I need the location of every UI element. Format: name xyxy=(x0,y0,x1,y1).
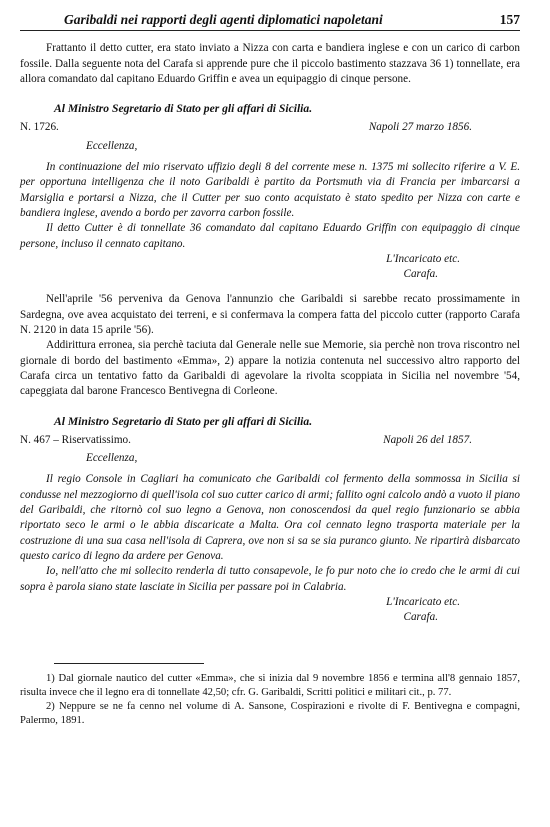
footnote-1-text: Dal giornale nautico del cutter «Emma», che si inizia dal 9 novembre 1856 e termina all'8 gennaio 1857, risulta invece che il legno era di tonnellate 42,50; cfr. G. Garibaldi, Scritti politici e militari cit., p. 77. xyxy=(20,673,521,699)
letter1-paragraph-1: In continuazione del mio riservato uffizio degli 8 del corrente mese n. 1375 mi sollecito riferire a V. E. per opportuna intelligenza che il noto Garibaldi è partito da Portsmuth via di Francia per imbarcarsi a Marsiglia e portarsi a Nizza, che il Cutter per suo conto acquistato è stato spedito per Nizza con carte e bandiera inglese, avendo a bordo per zavorra carbon fossile. xyxy=(20,161,520,219)
letter2-paragraph-1: Il regio Console in Cagliari ha comunicato che Garibaldi col fermento della sommossa in Sicilia si condusse nel mezzogiorno di quell'isola col suo cutter carico di armi; fallito ogni calcolo andò a vuoto il piano del Garibaldi, che ritornò col suo legno a Genova, non conoscendosi da quel regio funzionario se abbia riportato seco le armi o le abbia discaricate a Malta. Ora col cennato legno trasporta materiale per la costruzione di una sua casa nell'isola di Caprera, ove non si sa se sia puranco giunto. Ne ripartirà disbarcato questo carico di legno da ardere per Genova. xyxy=(20,473,520,562)
letter1-date: Napoli 27 marzo 1856. xyxy=(368,121,472,134)
middle-paragraph-1: Nell'aprile '56 perveniva da Genova l'annunzio che Garibaldi si sarebbe recato prossimamente in Sardegna, ove avea acquistato dei terreni, e si confermava la compera fatta del piccolo cutter (rapporto Carafa N. 2120 in data 15 aprile '56). xyxy=(20,293,520,337)
footnote-2 xyxy=(20,700,520,728)
middle-paragraph-2: Addirittura erronea, sia perchè taciuta dal Generale nelle sue Memorie, sia perchè non trova riscontro nel giornale di bordo del bastimento «Emma», 2) appare la notizia contenuta nel successivo altro rapporto del Carafa circa un tentativo fatto da Garibaldi di agevolare la rivolta scoppiata in Sicilia nel novembre '54, capeggiata dal barone Francesco Bentivegna di Corleone. xyxy=(20,339,520,398)
footnote-1-mark: 1) xyxy=(46,673,55,685)
intro-paragraph: Frattanto il detto cutter, era stato inviato a Nizza con carta e bandiera inglese e con un carico di carbon fossile. Dalla seguente nota del Carafa si apprende pure che il piccolo bastimento stazzava 36 1) tonnellate, era allora comandato dal capitano Eduardo Griffin e avea un equipaggio di cinque persone. xyxy=(20,42,520,85)
footnote-2-text: Neppure se ne fa cenno nel volume di A. Sansone, Cospirazioni e rivolte di F. Bentivegna e compagni, Palermo, 1891. xyxy=(20,701,520,727)
running-header xyxy=(20,12,520,31)
letter1-address: Al Ministro Segretario di Stato per gli affari di Sicilia. xyxy=(54,102,313,116)
letter2-number: N. 467 – Riservatissimo. xyxy=(20,433,131,446)
footnote-2-mark: 2) xyxy=(46,701,55,713)
page-number: 157 xyxy=(499,12,520,27)
letter2-salutation: Eccellenza, xyxy=(86,452,138,465)
letter2-header xyxy=(20,433,520,448)
running-title: Garibaldi nei rapporti degli agenti diplomatici napoletani xyxy=(64,12,383,27)
letter1-number: N. 1726. xyxy=(20,121,59,134)
footnote-1 xyxy=(20,672,520,700)
letter1-header xyxy=(20,120,520,135)
letter2-sign-title: L'Incaricato etc. xyxy=(386,595,460,608)
letter2-sign-name: Carafa. xyxy=(403,611,438,624)
letter1-paragraph-2: Il detto Cutter è di tonnellate 36 comandato dal capitano Eduardo Griffin con equipaggio di cinque persone, incluso il cennato capitano. xyxy=(20,222,520,250)
letter1-closing xyxy=(20,221,520,252)
letter2-address: Al Ministro Segretario di Stato per gli affari di Sicilia. xyxy=(54,414,313,428)
letter2-date: Napoli 26 del 1857. xyxy=(383,433,472,446)
letter1-sign-title: L'Incaricato etc. xyxy=(386,252,460,265)
spacer xyxy=(20,282,520,292)
letter1-sign-name: Carafa. xyxy=(403,268,438,281)
letter2-paragraph-2: Io, nell'atto che mi sollecito renderla di tutto consapevole, le fo pur noto che io credo che le armi di cui sopra è parola siano state lasciate in Sicilia per passare poi in Calabria. xyxy=(20,565,520,593)
footnote-divider xyxy=(54,663,204,664)
letter1-salutation: Eccellenza, xyxy=(86,139,138,152)
